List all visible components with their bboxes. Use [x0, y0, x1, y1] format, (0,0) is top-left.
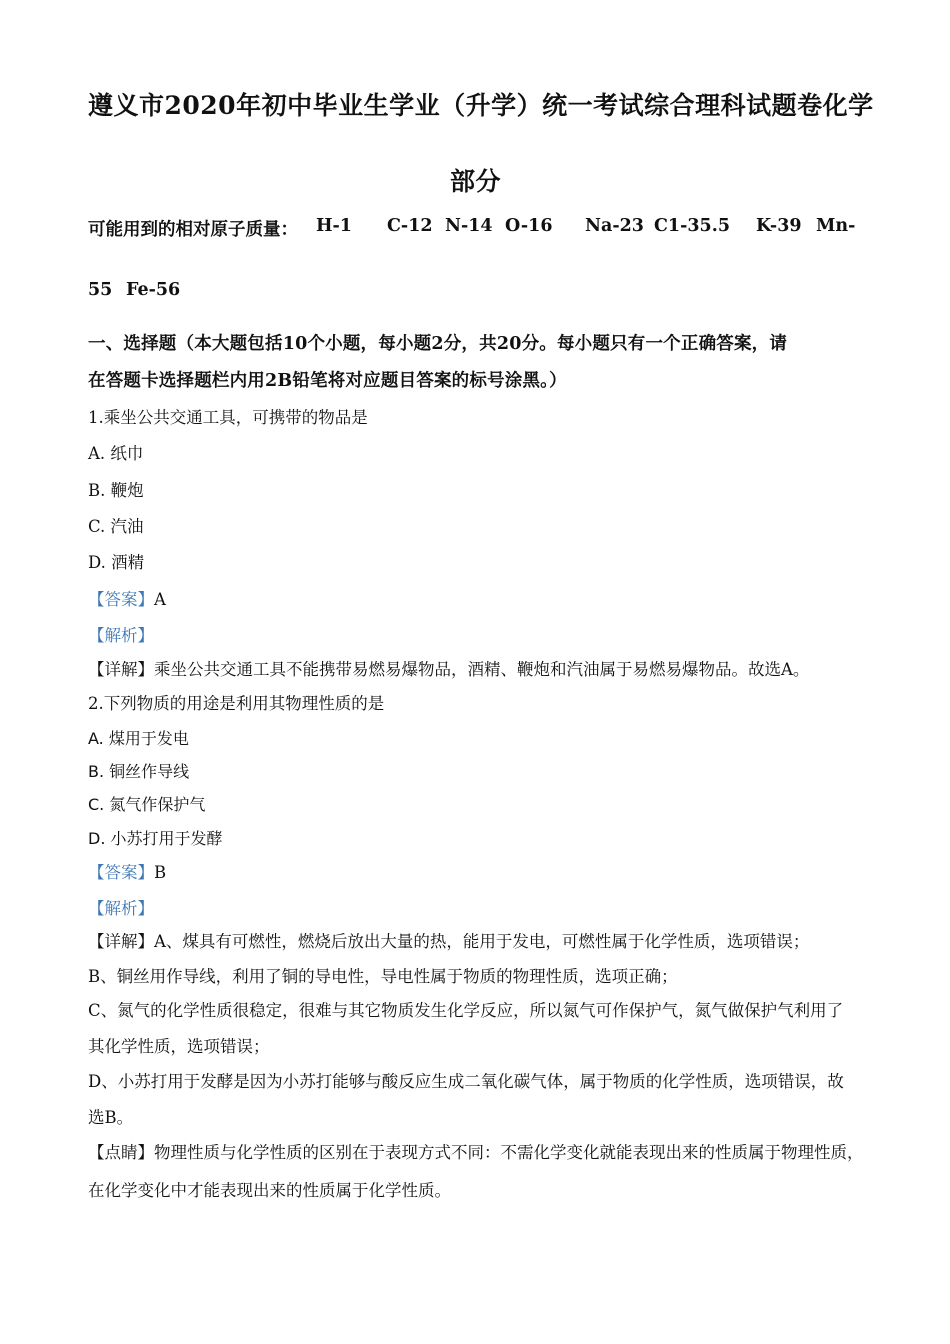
section-heading-continued: 在答题卡选择题栏内用2B铅笔将对应题目答案的标号涂黑。） — [88, 371, 567, 391]
question-2-detail-line: D、小苏打用于发酵是因为小苏打能够与酸反应生成二氧化碳气体，属于物质的化学性质，选项错误，故 — [88, 1072, 844, 1091]
atomic-mass-item: C-12 — [387, 216, 433, 236]
question-1-option-d: D. 酒精 — [88, 553, 145, 572]
atomic-mass-item: Mn- — [816, 216, 856, 236]
question-2-option-c: C. 氮气作保护气 — [88, 795, 206, 814]
atomic-mass-item: N-14 — [445, 216, 493, 236]
atomic-mass-item: H-1 — [316, 216, 352, 236]
question-2-stem: 2.下列物质的用途是利用其物理性质的是 — [88, 694, 385, 713]
question-1-option-b: B. 鞭炮 — [88, 481, 144, 500]
answer-tag: 【答案】 — [88, 590, 154, 609]
atomic-mass-item: 55 — [88, 280, 113, 300]
question-2-detail-line: C、氮气的化学性质很稳定，很难与其它物质发生化学反应，所以氮气可作保护气，氮气做保护气利用了 — [88, 1001, 844, 1020]
question-1-answer — [88, 586, 166, 610]
question-2-detail-line: B、铜丝用作导线，利用了铜的导电性，导电性属于物质的物理性质，选项正确； — [88, 967, 678, 986]
question-2-option-d: D. 小苏打用于发酵 — [88, 829, 223, 848]
atomic-mass-label: 可能用到的相对原子质量： — [88, 220, 298, 240]
atomic-mass-item: Na-23 — [585, 216, 644, 236]
question-1-stem: 1.乘坐公共交通工具，可携带的物品是 — [88, 408, 368, 427]
question-2-detail-line: 其化学性质，选项错误； — [88, 1037, 270, 1056]
page-title: 遵义市2020年初中毕业生学业（升学）统一考试综合理科试题卷化学 — [88, 91, 874, 120]
question-2-option-a: A. 煤用于发电 — [88, 729, 189, 748]
question-2-comment-line: 在化学变化中才能表现出来的性质属于化学性质。 — [88, 1181, 451, 1200]
question-2-option-b: B. 铜丝作导线 — [88, 762, 190, 781]
question-1-analysis-tag: 【解析】 — [88, 626, 154, 645]
question-2-comment-line: 【点睛】物理性质与化学性质的区别在于表现方式不同：不需化学变化就能表现出来的性质属于物理性质， — [88, 1143, 864, 1162]
answer-value: A — [154, 590, 166, 609]
atomic-mass-item: O-16 — [505, 216, 553, 236]
section-heading: 一、选择题（本大题包括10个小题，每小题2分，共20分。每小题只有一个正确答案，请 — [88, 334, 788, 354]
atomic-mass-item: C1-35.5 — [654, 216, 730, 236]
answer-value: B — [154, 863, 167, 882]
question-1-option-a: A. 纸巾 — [88, 444, 144, 463]
question-2-detail-line: 【详解】A、煤具有可燃性，燃烧后放出大量的热，能用于发电，可燃性属于化学性质，选项错误； — [88, 932, 810, 951]
question-2-detail-line: 选B。 — [88, 1108, 134, 1127]
question-2-analysis-tag: 【解析】 — [88, 899, 154, 918]
question-2-answer — [88, 859, 166, 883]
question-1-detail: 【详解】乘坐公共交通工具不能携带易燃易爆物品，酒精、鞭炮和汽油属于易燃易爆物品。故选A。 — [88, 660, 810, 679]
answer-tag: 【答案】 — [88, 863, 154, 882]
atomic-mass-item: Fe-56 — [126, 280, 181, 300]
page-title-continued: 部分 — [450, 167, 502, 196]
atomic-mass-item: K-39 — [756, 216, 802, 236]
question-1-option-c: C. 汽油 — [88, 517, 144, 536]
